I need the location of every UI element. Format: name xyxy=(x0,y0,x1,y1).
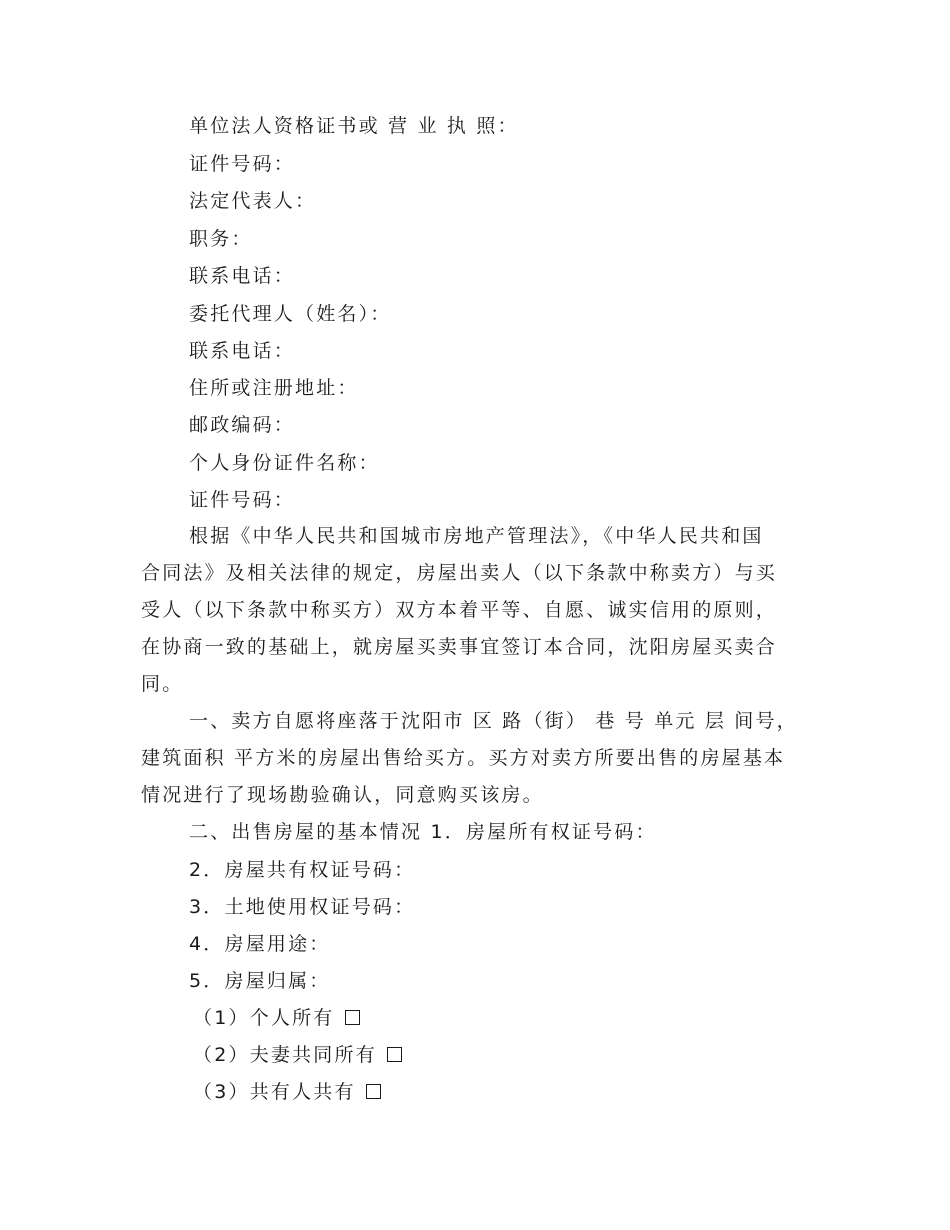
field-agent-phone: 联系电话： xyxy=(189,340,296,362)
field-legal-representative: 法定代表人： xyxy=(189,190,317,212)
checkbox-icon[interactable] xyxy=(387,1047,402,1062)
field-personal-id-type: 个人身份证件名称： xyxy=(189,452,380,474)
ownership-option-label: （3）共有人共有 xyxy=(193,1081,356,1103)
intro-paragraph-line: 在协商一致的基础上，就房屋买卖事宜签订本合同，沈阳房屋买卖合 xyxy=(141,636,778,658)
field-postal-code: 邮政编码： xyxy=(189,414,296,436)
field-legal-certificate: 单位法人资格证书或 营 业 执 照： xyxy=(189,115,519,137)
clause-two-item: 4．房屋用途： xyxy=(189,933,331,955)
clause-two-heading: 二、出售房屋的基本情况 1．房屋所有权证号码： xyxy=(189,821,657,843)
intro-paragraph-line: 合同法》及相关法律的规定，房屋出卖人（以下条款中称卖方）与买 xyxy=(141,562,778,584)
clause-one-line: 建筑面积 平方米的房屋出售给买方。买方对卖方所要出售的房屋基本 xyxy=(141,747,786,769)
checkbox-icon[interactable] xyxy=(366,1084,381,1099)
field-personal-id-number: 证件号码： xyxy=(189,489,296,511)
ownership-option xyxy=(193,1043,402,1067)
ownership-option xyxy=(193,1080,381,1104)
field-id-number: 证件号码： xyxy=(189,153,296,175)
ownership-option-label: （2）夫妻共同所有 xyxy=(193,1044,377,1066)
clause-two-item: 5．房屋归属： xyxy=(189,970,331,992)
clause-one-line: 一、卖方自愿将座落于沈阳市 区 路（街） 巷 号 单元 层 间号， xyxy=(189,710,798,732)
intro-paragraph-line: 同。 xyxy=(141,673,184,695)
field-address: 住所或注册地址： xyxy=(189,377,359,399)
ownership-option xyxy=(193,1006,360,1030)
ownership-option-label: （1）个人所有 xyxy=(193,1007,335,1029)
field-position: 职务： xyxy=(189,228,253,250)
intro-paragraph-line: 根据《中华人民共和国城市房地产管理法》，《中华人民共和国 xyxy=(189,525,764,547)
field-phone: 联系电话： xyxy=(189,265,296,287)
checkbox-icon[interactable] xyxy=(345,1010,360,1025)
clause-two-item: 3．土地使用权证号码： xyxy=(189,896,416,918)
clause-two-item: 2．房屋共有权证号码： xyxy=(189,859,416,881)
field-agent-name: 委托代理人（姓名）： xyxy=(189,303,392,325)
clause-one-line: 情况进行了现场勘验确认，同意购买该房。 xyxy=(141,784,544,806)
intro-paragraph-line: 受人（以下条款中称买方）双方本着平等、自愿、诚实信用的原则， xyxy=(141,599,778,621)
